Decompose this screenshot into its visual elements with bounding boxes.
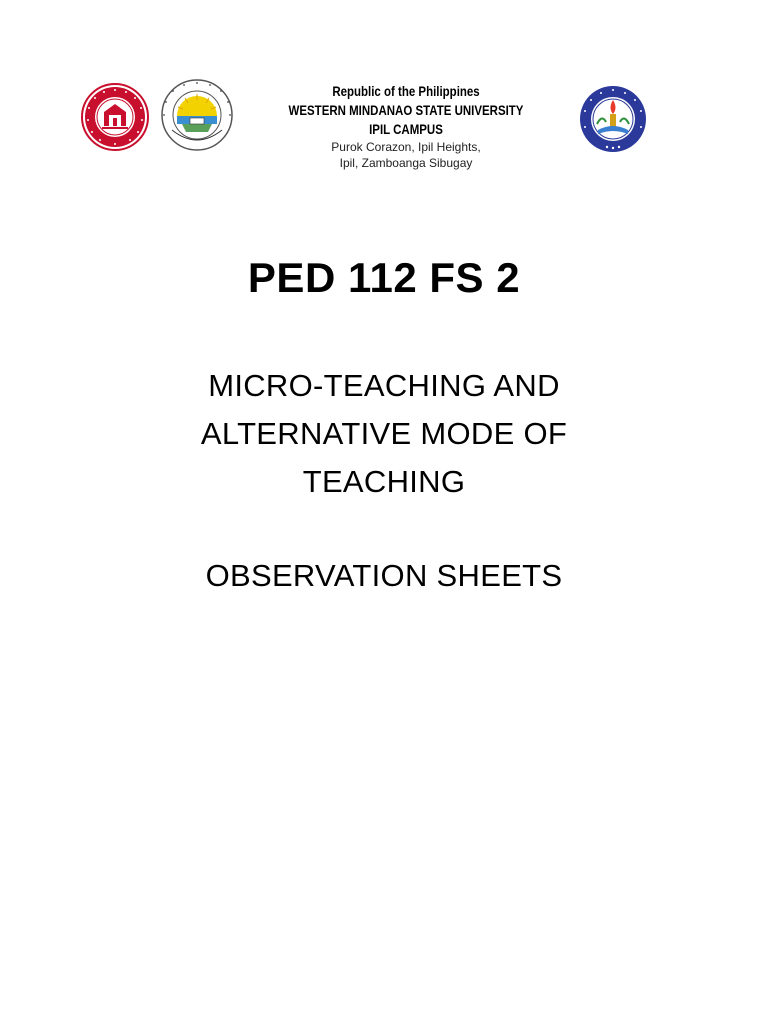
course-subtitle [0,362,768,506]
external-studies-seal-icon [160,78,234,152]
course-code-title: PED 112 FS 2 [247,254,521,301]
subtitle-line-2: ALTERNATIVE MODE OF [200,416,568,451]
subtitle-line-3: TEACHING [302,464,466,499]
wmsu-seal-icon [80,82,150,152]
country-line: Republic of the Philippines [332,83,480,99]
university-name: WESTERN MINDANAO STATE UNIVERSITY [288,102,524,118]
college-of-teacher-education-seal-icon [578,84,648,154]
address-line-2: Ipil, Zamboanga Sibugay [339,156,473,170]
subtitle-line-1: MICRO-TEACHING AND [208,368,560,403]
address-line-1: Purok Corazon, Ipil Heights, [331,140,481,154]
university-header [234,82,578,171]
document-type-title: OBSERVATION SHEETS [205,558,563,593]
campus-name: IPIL CAMPUS [369,121,443,137]
